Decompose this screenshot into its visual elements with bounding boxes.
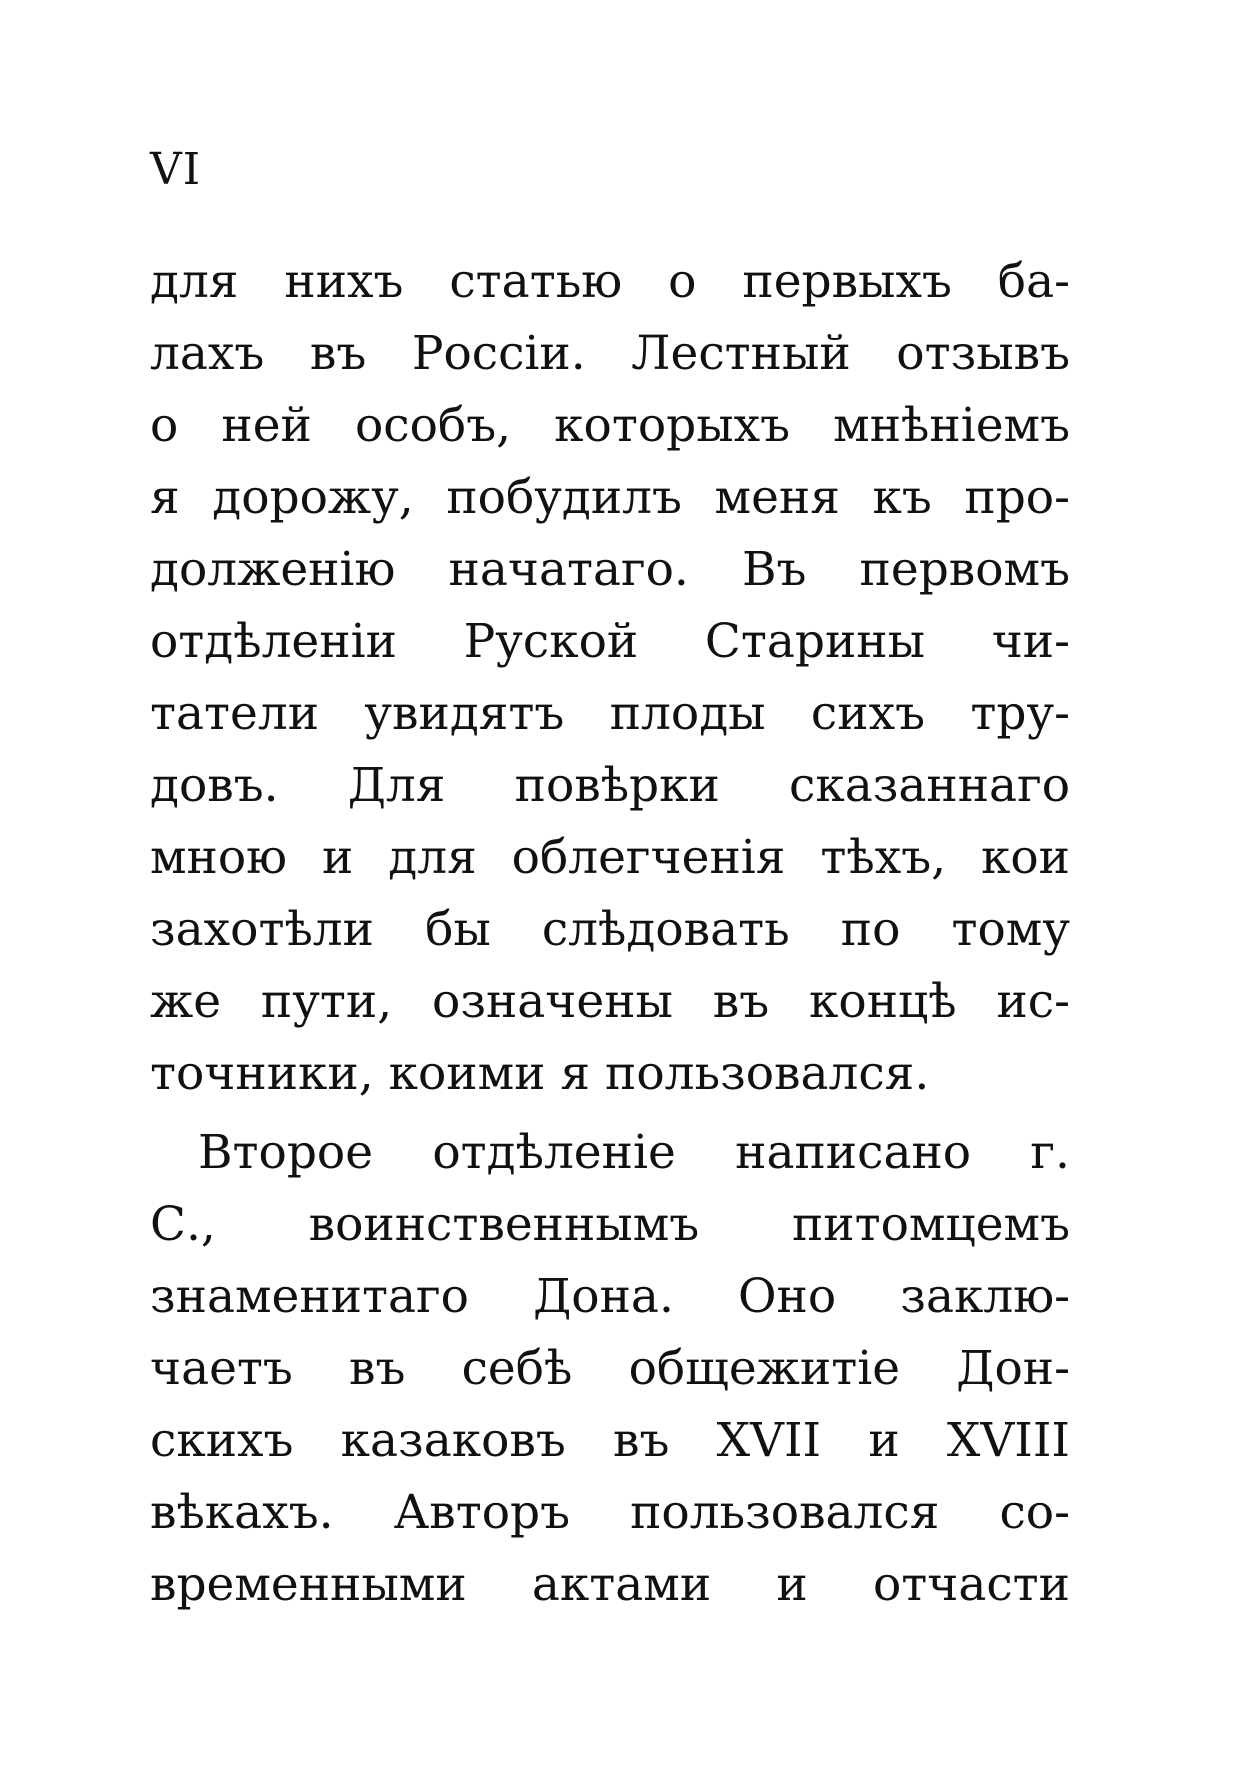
text-line: о ней особъ, которыхъ мнѣніемъ <box>150 398 1070 453</box>
text-line: точники, коими я пользовался. <box>150 1046 930 1101</box>
text-line: долженію начатаго. Въ первомъ <box>150 542 1070 597</box>
text-line: татели увидятъ плоды сихъ тру- <box>150 686 1070 741</box>
text-line: чаетъ въ себѣ общежитіе Дон- <box>150 1341 1070 1396</box>
text-line: же пути, означены въ концѣ ис- <box>150 974 1070 1029</box>
text-line: отдѣленіи Руской Старины чи- <box>150 614 1070 669</box>
text-line: для нихъ статью о первыхъ ба- <box>150 254 1070 309</box>
text-line: захотѣли бы слѣдовать по тому <box>150 902 1070 957</box>
page-number: VI <box>150 144 202 195</box>
text-line: вѣкахъ. Авторъ пользовался со- <box>150 1485 1070 1540</box>
text-line: С., воинственнымъ питомцемъ <box>150 1197 1070 1252</box>
text-line: я дорожу, побудилъ меня къ про- <box>150 470 1070 525</box>
text-line: мною и для облегченія тѣхъ, кои <box>150 830 1070 885</box>
paragraph-1 <box>150 246 1070 1110</box>
text-line: довъ. Для повѣрки сказаннаго <box>150 758 1070 813</box>
text-line: скихъ казаковъ въ XVII и XVIII <box>150 1413 1070 1468</box>
paragraph-2 <box>150 1117 1070 1621</box>
text-line: временными актами и отчасти <box>150 1557 1070 1612</box>
text-line: знаменитаго Дона. Оно заклю- <box>150 1269 1070 1324</box>
text-line: лахъ въ Россіи. Лестный отзывъ <box>150 326 1070 381</box>
text-line: Второе отдѣленіе написано г. <box>198 1125 1070 1180</box>
